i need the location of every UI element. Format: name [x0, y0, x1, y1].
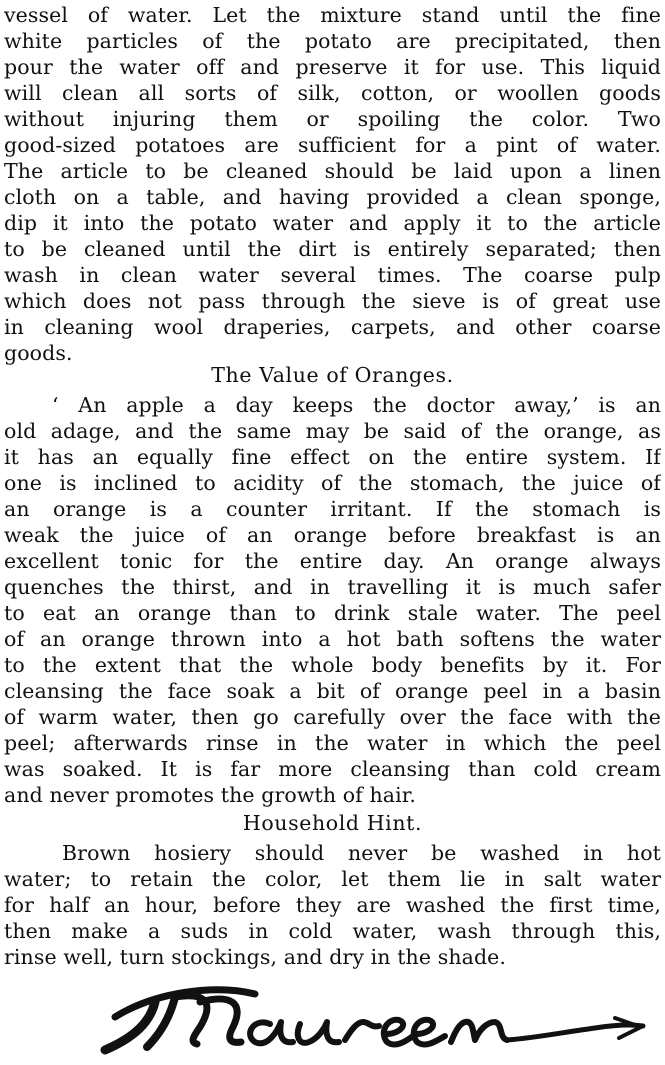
paragraph-3-line: for half an hour, before they are washed the first time,: [4, 893, 661, 917]
paragraph-2-line: cleansing the face soak a bit of orange peel in a basin: [4, 679, 661, 703]
paragraph-2-line: to eat an orange than to drink stale water. The peel: [4, 601, 661, 625]
paragraph-2-line: it has an equally fine effect on the entire system. If: [4, 445, 661, 469]
paragraph-2-line: was soaked. It is far more cleansing than cold cream: [4, 757, 661, 781]
section-heading-oranges: The Value of Oranges.: [211, 363, 454, 387]
paragraph-2-line: of an orange thrown into a hot bath softens the water: [4, 627, 661, 651]
paragraph-2-line: peel; afterwards rinse in the water in which the peel: [4, 731, 661, 755]
paragraph-3-line: rinse well, turn stockings, and dry in the shade.: [4, 945, 507, 969]
paragraph-2-line: an orange is a counter irritant. If the stomach is: [4, 497, 661, 521]
paragraph-1-line: white particles of the potato are precipitated, then: [4, 29, 661, 53]
signature-maureen: [95, 972, 655, 1062]
paragraph-2-line: ‘ An apple a day keeps the doctor away,’ is an: [52, 393, 661, 417]
paragraph-3-line: water; to retain the color, let them lie in salt water: [4, 867, 661, 891]
paragraph-1-line: pour the water off and preserve it for use. This liquid: [4, 55, 661, 79]
paragraph-1-line: good-sized potatoes are sufficient for a pint of water.: [4, 133, 661, 157]
paragraph-2-line: and never promotes the growth of hair.: [4, 783, 417, 807]
paragraph-1-line: dip it into the potato water and apply it to the article: [4, 211, 661, 235]
paragraph-2-line: quenches the thirst, and in travelling it is much safer: [4, 575, 661, 599]
paragraph-2-line: to the extent that the whole body benefits by it. For: [4, 653, 661, 677]
paragraph-2-line: old adage, and the same may be said of the orange, as: [4, 419, 661, 443]
paragraph-1-line: which does not pass through the sieve is of great use: [4, 289, 661, 313]
paragraph-1-line: goods.: [4, 341, 73, 365]
paragraph-1-line: cloth on a table, and having provided a clean sponge,: [4, 185, 661, 209]
paragraph-1-line: in cleaning wool draperies, carpets, and other coarse: [4, 315, 661, 339]
section-heading-household-hint: Household Hint.: [242, 811, 423, 835]
paragraph-1-line: The article to be cleaned should be laid upon a linen: [4, 159, 661, 183]
paragraph-1-line: will clean all sorts of silk, cotton, or woollen goods: [4, 81, 661, 105]
paragraph-1-line: vessel of water. Let the mixture stand until the fine: [4, 3, 661, 27]
paragraph-2-line: one is inclined to acidity of the stomach, the juice of: [4, 471, 661, 495]
paragraph-3-line: then make a suds in cold water, wash through this,: [4, 919, 661, 943]
paragraph-2-line: weak the juice of an orange before breakfast is an: [4, 523, 661, 547]
paragraph-3-line: Brown hosiery should never be washed in hot: [62, 841, 661, 865]
paragraph-1-line: wash in clean water several times. The coarse pulp: [4, 263, 661, 287]
paragraph-2-line: excellent tonic for the entire day. An orange always: [4, 549, 661, 573]
paragraph-1-line: without injuring them or spoiling the color. Two: [4, 107, 661, 131]
paragraph-2-line: of warm water, then go carefully over the face with the: [4, 705, 661, 729]
paragraph-1-line: to be cleaned until the dirt is entirely separated; then: [4, 237, 661, 261]
